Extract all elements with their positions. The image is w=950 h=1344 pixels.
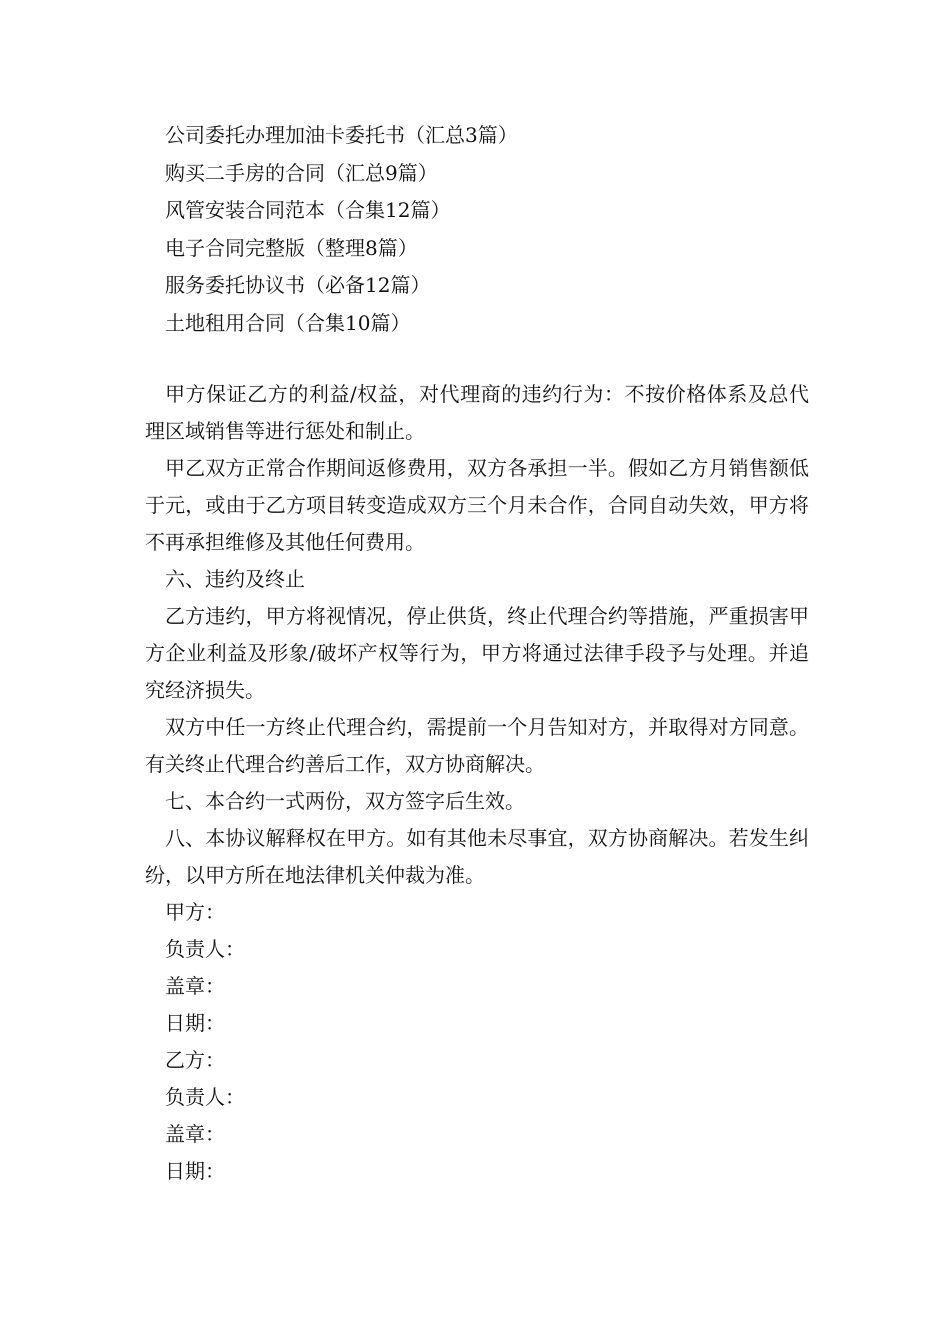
signature-responsible-person-b: 负责人：	[165, 1085, 245, 1109]
paragraph-termination-notice: 双方中任一方终止代理合约，需提前一个月告知对方，并取得对方同意。有关终止代理合约善后工作，双方协商解决。	[145, 715, 809, 776]
related-document-link[interactable]: 购买二手房的合同（汇总9篇）	[165, 160, 438, 185]
section-heading-breach: 六、违约及终止	[165, 567, 305, 591]
signature-responsible-person-a: 负责人：	[165, 937, 245, 961]
related-documents-list	[165, 117, 805, 342]
section-interpretation: 八、本协议解释权在甲方。如有其他未尽事宜，双方协商解决。若发生纠纷，以甲方所在地法律机关仲裁为准。	[145, 826, 809, 887]
signature-seal-a: 盖章：	[165, 974, 225, 998]
signature-seal-b: 盖章：	[165, 1122, 225, 1146]
related-document-link[interactable]: 电子合同完整版（整理8篇）	[165, 235, 418, 260]
contract-body	[145, 376, 809, 1190]
signature-party-a: 甲方：	[165, 900, 225, 924]
signature-block	[145, 894, 809, 1190]
section-copies-effective: 七、本合约一式两份，双方签字后生效。	[165, 789, 525, 813]
related-document-link[interactable]: 风管安装合同范本（合集12篇）	[165, 198, 451, 222]
paragraph-repair-costs: 甲乙双方正常合作期间返修费用，双方各承担一半。假如乙方月销售额低于元，或由于乙方项目转变造成双方三个月未合作，合同自动失效，甲方将不再承担维修及其他任何费用。	[145, 456, 809, 554]
signature-party-b: 乙方：	[165, 1048, 225, 1072]
related-document-link[interactable]: 服务委托协议书（必备12篇）	[165, 273, 431, 297]
paragraph-party-b-breach: 乙方违约，甲方将视情况，停止供货，终止代理合约等措施，严重损害甲方企业利益及形象/破坏产权等行为，甲方将通过法律手段予与处理。并追究经济损失。	[145, 604, 809, 702]
related-document-link[interactable]: 土地租用合同（合集10篇）	[165, 310, 411, 335]
related-document-link[interactable]: 公司委托办理加油卡委托书（汇总3篇）	[165, 123, 518, 147]
paragraph-party-a-guarantee: 甲方保证乙方的利益/权益，对代理商的违约行为：不按价格体系及总代理区域销售等进行惩处和制止。	[145, 382, 809, 443]
signature-date-b: 日期：	[165, 1159, 225, 1183]
signature-date-a: 日期：	[165, 1011, 225, 1035]
